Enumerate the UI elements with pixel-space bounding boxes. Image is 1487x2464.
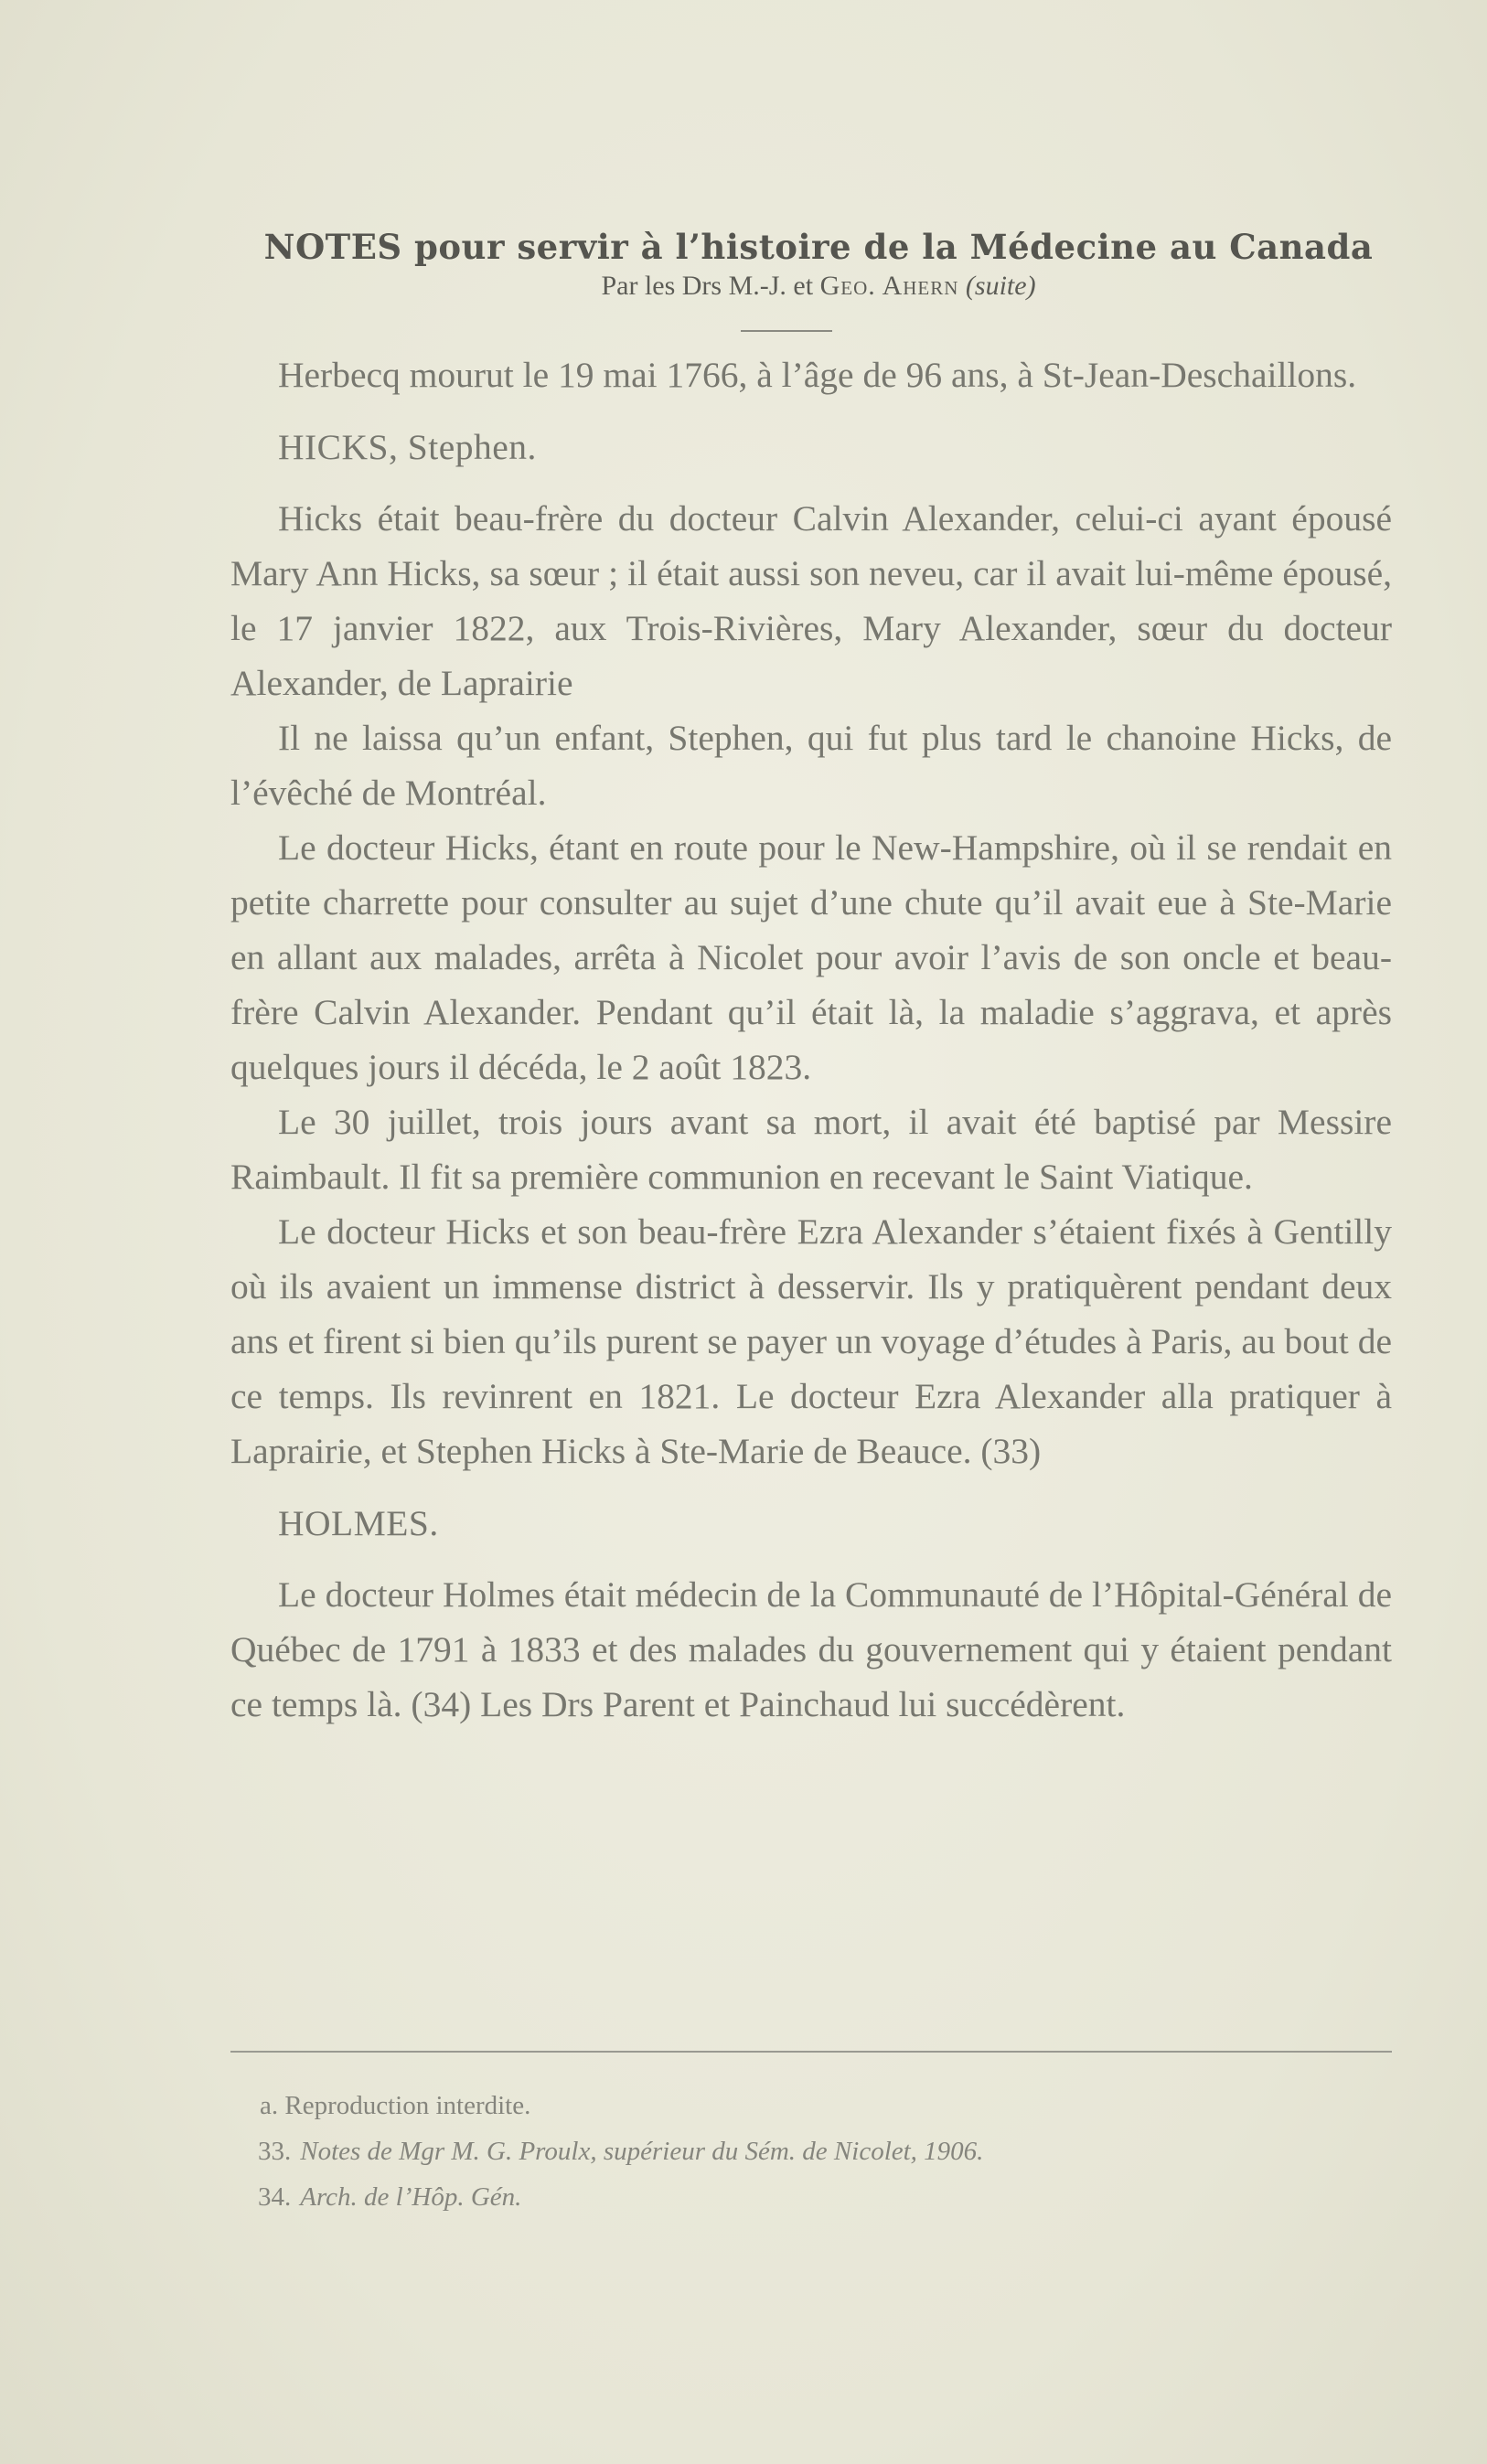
paragraph-hicks-baptism: Le 30 juillet, trois jours avant sa mort, il avait été baptisé par Messire Raimbault. Il fit sa première communion en recevant le Saint Viatique.: [230, 1102, 1392, 1197]
paragraph-holmes: Le docteur Holmes était médecin de la Communauté de l’Hôpital-Général de Québec de 1791 à 1833 et des malades du gouvernement qui y étaient pendant ce temps là. (34) Les Drs Parent et Painchaud lui succédèrent.: [230, 1574, 1392, 1724]
footnotes: [258, 2083, 1355, 2220]
page-header: [229, 227, 1408, 302]
footnote-33: [258, 2128, 1355, 2174]
paragraph-hicks-child: Il ne laissa qu’un enfant, Stephen, qui fut plus tard le chanoine Hicks, de l’évêché de Montréal.: [230, 718, 1392, 813]
footnote-rule: [230, 2051, 1392, 2053]
body-text: [230, 347, 1392, 1732]
footnote-a: a. Reproduction interdite.: [260, 2091, 531, 2120]
section-heading-hicks: HICKS, Stephen.: [278, 427, 537, 467]
running-title: NOTES pour servir à l’histoire de la Médecine au Canada: [263, 227, 1374, 267]
title-rule: [741, 330, 832, 332]
footnote-33-mark: 33.: [258, 2137, 292, 2166]
paragraph-hicks-family: Hicks était beau-frère du docteur Calvin Alexander, celui-ci ayant épousé Mary Ann Hicks, sa sœur ; il était aussi son neveu, car il avait lui-même épousé, le 17 janvier 1822, aux Trois-Rivières, Mary Alexander, sœur du docteur Alexander, de Laprairie: [230, 498, 1392, 703]
byline: [229, 271, 1408, 302]
byline-prefix: Par les Drs M.-J. et: [601, 271, 820, 301]
paragraph-hicks-death: Le docteur Hicks, étant en route pour le New-Hampshire, où il se rendait en petite charrette pour consulter au sujet d’une chute qu’il avait eue à Ste-Marie en allant aux malades, arrêta à Nicolet pour avoir l’avis de son oncle et beau-frère Calvin Alexander. Pendant qu’il était là, la maladie s’aggrava, et après quelques jours il décéda, le 2 août 1823.: [230, 827, 1392, 1087]
footnote-34-text: Arch. de l’Hôp. Gén.: [300, 2182, 522, 2212]
section-heading-holmes: HOLMES.: [278, 1503, 439, 1543]
byline-authors: Geo. Ahern: [819, 271, 959, 301]
paragraph-hicks-practice: Le docteur Hicks et son beau-frère Ezra Alexander s’étaient fixés à Gentilly où ils avaient un immense district à desservir. Ils y pratiquèrent pendant deux ans et firent si bien qu’ils purent se payer un voyage d’études à Paris, au bout de ce temps. Ils revinrent en 1821. Le docteur Ezra Alexander alla pratiquer à Laprairie, et Stephen Hicks à Ste-Marie de Beauce. (33): [230, 1211, 1392, 1471]
footnote-33-text: Notes de Mgr M. G. Proulx, supérieur du Sém. de Nicolet, 1906.: [300, 2137, 984, 2166]
byline-suite: (suite): [965, 271, 1036, 301]
footnote-34-mark: 34.: [258, 2182, 292, 2212]
paragraph-herbecq: Herbecq mourut le 19 mai 1766, à l’âge de 96 ans, à St-Jean-Deschaillons.: [278, 355, 1357, 395]
footnote-34: [258, 2174, 1355, 2220]
